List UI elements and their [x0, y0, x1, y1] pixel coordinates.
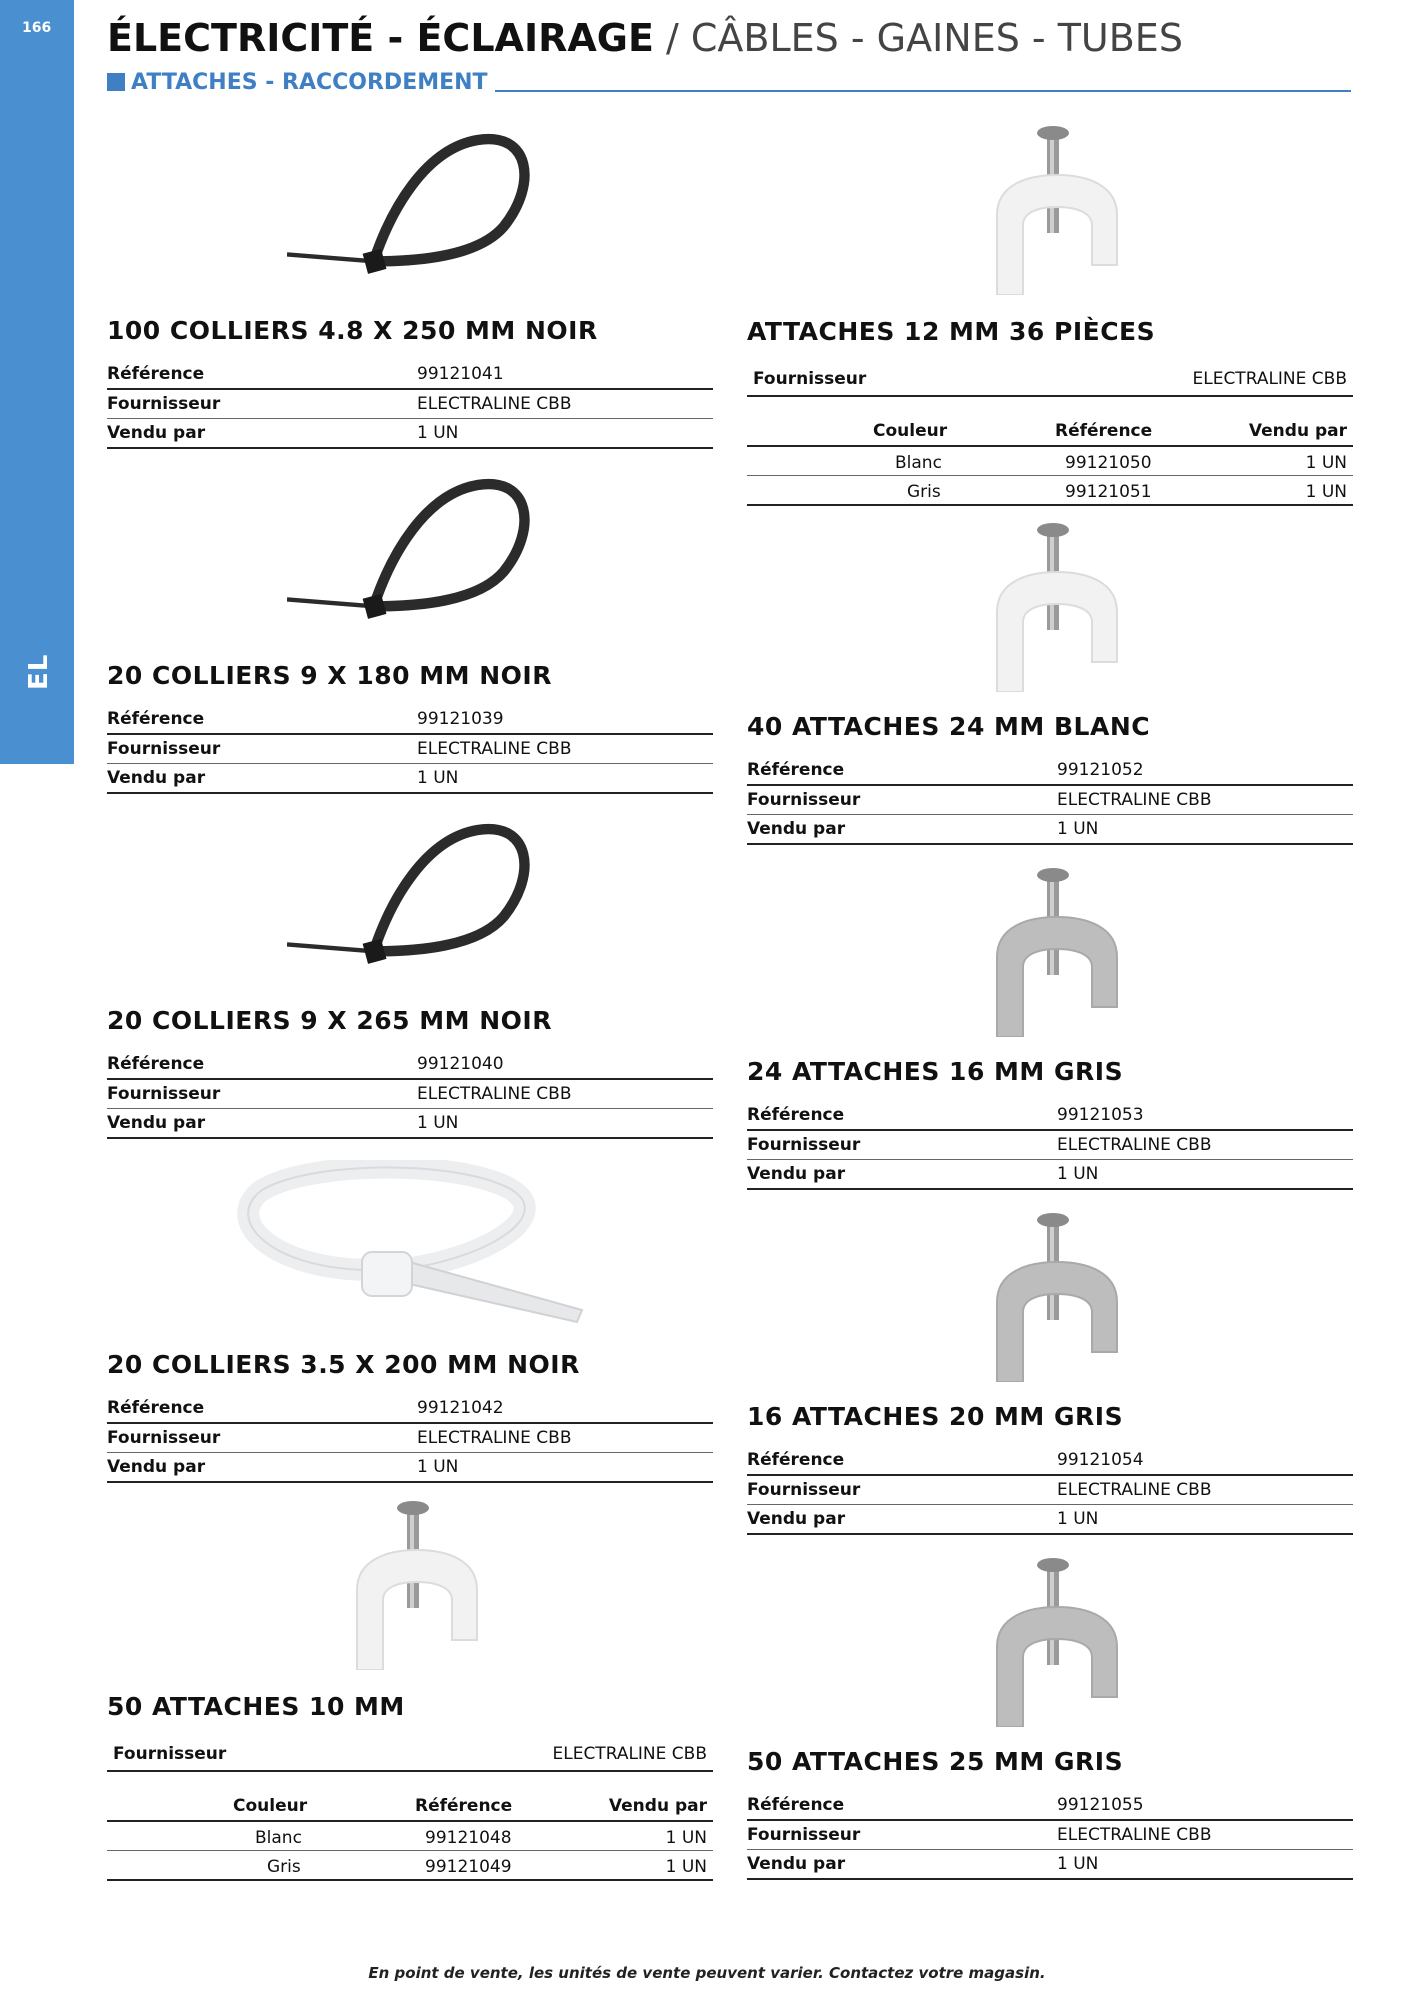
spec-row-fournisseur: Fournisseur ELECTRALINE CBB [747, 1131, 1353, 1160]
table-row: Gris 99121049 1 UN [107, 1851, 713, 1881]
spec-row-reference: Référence 99121041 [107, 360, 713, 390]
spec-row-vendu-par: Vendu par 1 UN [107, 1453, 713, 1483]
title-main: ÉLECTRICITÉ - ÉCLAIRAGE [107, 16, 654, 60]
footer-note: En point de vente, les unités de vente peuvent varier. Contactez votre magasin. [368, 1964, 1046, 1982]
white-nail-clip-image [347, 1500, 487, 1670]
product-card [747, 522, 1353, 852]
product-title: 20 COLLIERS 9 X 265 MM NOIR [107, 1006, 552, 1035]
colour-table [747, 415, 1353, 506]
spec-row-reference: Référence 99121054 [747, 1446, 1353, 1476]
subtitle-rule [495, 90, 1351, 92]
section-subtitle [107, 70, 488, 95]
spec-row-reference: Référence 99121039 [107, 705, 713, 735]
table-row: Blanc 99121048 1 UN [107, 1822, 713, 1851]
spec-row-vendu-par: Vendu par 1 UN [747, 815, 1353, 845]
spec-row-vendu-par: Vendu par 1 UN [747, 1160, 1353, 1190]
product-title: ATTACHES 12 MM 36 PIÈCES [747, 317, 1156, 346]
product-card [107, 1160, 713, 1490]
grey-nail-clip-image [987, 1212, 1127, 1382]
black-cable-tie-image [287, 465, 547, 635]
section-tab: EL [24, 653, 54, 690]
product-title: 40 ATTACHES 24 MM BLANC [747, 712, 1151, 741]
grey-nail-clip-image [987, 867, 1127, 1037]
black-cable-tie-image [287, 120, 547, 290]
spec-row-vendu-par: Vendu par 1 UN [107, 419, 713, 449]
product-title: 20 COLLIERS 3.5 X 200 MM NOIR [107, 1350, 580, 1379]
product-card [107, 465, 713, 795]
product-card [747, 867, 1353, 1197]
spec-table [107, 360, 713, 449]
table-row: Blanc 99121050 1 UN [747, 447, 1353, 476]
spec-row-reference: Référence 99121040 [107, 1050, 713, 1080]
supplier-table [747, 365, 1353, 397]
square-icon [107, 73, 125, 91]
spec-row-reference: Référence 99121053 [747, 1101, 1353, 1131]
spec-table [747, 756, 1353, 845]
title-sub: / CÂBLES - GAINES - TUBES [653, 16, 1183, 60]
spec-row-fournisseur: Fournisseur ELECTRALINE CBB [107, 1424, 713, 1453]
supplier-table [107, 1740, 713, 1772]
product-card [747, 125, 1353, 515]
spec-row-vendu-par: Vendu par 1 UN [747, 1505, 1353, 1535]
product-card [747, 1557, 1353, 1887]
white-nail-clip-image [987, 125, 1127, 295]
black-cable-tie-image [287, 810, 547, 980]
spec-row-reference: Référence 99121042 [107, 1394, 713, 1424]
spec-table [747, 1791, 1353, 1880]
spec-row-reference: Référence 99121052 [747, 756, 1353, 786]
product-title: 50 ATTACHES 10 MM [107, 1692, 405, 1721]
product-card [107, 120, 713, 450]
spec-row-fournisseur: Fournisseur ELECTRALINE CBB [747, 1821, 1353, 1850]
spec-row-fournisseur: Fournisseur ELECTRALINE CBB [747, 1476, 1353, 1505]
product-title: 50 ATTACHES 25 MM GRIS [747, 1747, 1124, 1776]
side-band [0, 0, 74, 764]
subtitle-text: ATTACHES - RACCORDEMENT [131, 70, 488, 95]
spec-row-vendu-par: Vendu par 1 UN [747, 1850, 1353, 1880]
spec-row-fournisseur: Fournisseur ELECTRALINE CBB [107, 1080, 713, 1109]
spec-table [107, 705, 713, 794]
product-title: 100 COLLIERS 4.8 X 250 MM NOIR [107, 316, 598, 345]
white-cable-tie-image [232, 1160, 592, 1330]
spec-table [107, 1394, 713, 1483]
product-card [107, 1500, 713, 1900]
spec-row-reference: Référence 99121055 [747, 1791, 1353, 1821]
page-title [107, 16, 1183, 60]
spec-row-fournisseur: Fournisseur ELECTRALINE CBB [747, 365, 1353, 397]
product-title: 24 ATTACHES 16 MM GRIS [747, 1057, 1124, 1086]
spec-row-vendu-par: Vendu par 1 UN [107, 764, 713, 794]
spec-row-fournisseur: Fournisseur ELECTRALINE CBB [747, 786, 1353, 815]
colour-table-header: Couleur Référence Vendu par [107, 1790, 713, 1822]
table-row: Gris 99121051 1 UN [747, 476, 1353, 506]
spec-row-vendu-par: Vendu par 1 UN [107, 1109, 713, 1139]
grey-nail-clip-image [987, 1557, 1127, 1727]
spec-table [747, 1446, 1353, 1535]
product-title: 16 ATTACHES 20 MM GRIS [747, 1402, 1124, 1431]
spec-row-fournisseur: Fournisseur ELECTRALINE CBB [107, 735, 713, 764]
colour-table-header: Couleur Référence Vendu par [747, 415, 1353, 447]
white-nail-clip-image [987, 522, 1127, 692]
spec-table [747, 1101, 1353, 1190]
spec-row-fournisseur: Fournisseur ELECTRALINE CBB [107, 1740, 713, 1772]
colour-table [107, 1790, 713, 1881]
product-card [107, 810, 713, 1140]
product-title: 20 COLLIERS 9 X 180 MM NOIR [107, 661, 552, 690]
spec-table [107, 1050, 713, 1139]
product-card [747, 1212, 1353, 1542]
page-number: 166 [22, 20, 52, 36]
spec-row-fournisseur: Fournisseur ELECTRALINE CBB [107, 390, 713, 419]
